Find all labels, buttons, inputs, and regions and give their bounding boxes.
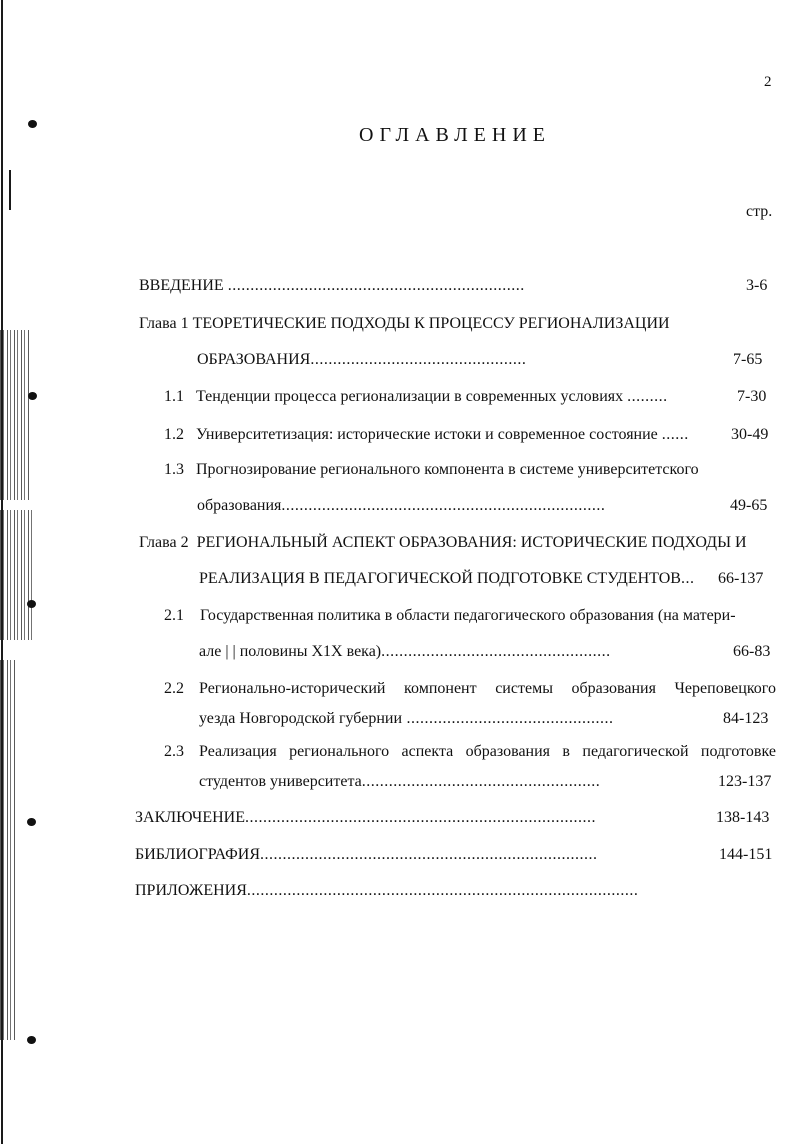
chapter-title-cont: РЕАЛИЗАЦИЯ В ПЕДАГОГИЧЕСКОЙ ПОДГОТОВКЕ СТУДЕНТОВ (199, 570, 681, 587)
section-title-word: образования (571, 680, 656, 697)
section-title-word: Череповецкого (674, 680, 776, 697)
chapter-title-cont: ОБРАЗОВАНИЯ (197, 351, 311, 368)
section-number: 2.1 (164, 607, 184, 624)
toc-section-2-2[interactable] (164, 679, 184, 699)
section-title-cont: студентов университета (199, 773, 362, 790)
section-number: 1.3 (164, 461, 184, 478)
section-title-word: педагогической (582, 743, 689, 760)
section-title-word: образования (465, 743, 551, 760)
toc-chapter-2-cont[interactable] (199, 569, 694, 589)
toc-section-2-3[interactable] (164, 742, 184, 762)
toc-section-1-1[interactable] (164, 387, 668, 407)
section-title-cont: уезда Новгородской губернии (199, 710, 403, 727)
toc-section-2-3-cont[interactable] (199, 772, 600, 792)
toc-entry-pages: 3-6 (746, 277, 768, 294)
chapter-label: Глава 2 (139, 534, 189, 551)
toc-entry-bibliography[interactable] (135, 845, 598, 865)
toc-entry-title: ПРИЛОЖЕНИЯ (135, 882, 247, 899)
punch-hole-mark (28, 392, 37, 400)
toc-entry-conclusion[interactable] (135, 808, 596, 828)
section-number: 2.2 (164, 680, 184, 697)
chapter-title: ТЕОРЕТИЧЕСКИЕ ПОДХОДЫ К ПРОЦЕССУ РЕГИОНАЛИЗАЦИИ (192, 315, 670, 332)
chapter-label: Глава 1 (139, 315, 189, 332)
toc-entry-pages: 66-83 (733, 643, 771, 660)
page-number: 2 (764, 74, 772, 90)
page-title: ОГЛАВЛЕНИЕ (359, 124, 551, 146)
toc-chapter-1[interactable] (139, 314, 670, 334)
section-title-word: Регионально-исторический (199, 680, 386, 697)
section-number: 1.1 (164, 388, 184, 405)
toc-entry-title: ЗАКЛЮЧЕНИЕ (135, 809, 245, 826)
scan-noise-strip (0, 510, 34, 640)
leader-dots: .................................................................. (227, 277, 525, 294)
leader-dots: ... (680, 570, 695, 587)
toc-section-2-2-cont[interactable] (199, 709, 614, 729)
toc-chapter-1-cont[interactable] (197, 350, 526, 370)
section-title-word: компонент (404, 680, 477, 697)
section-title-word: Реализация (199, 743, 277, 760)
section-title-cont: образования (197, 497, 282, 514)
toc-section-1-2[interactable] (164, 425, 689, 445)
toc-entry-pages: 30-49 (731, 426, 769, 443)
toc-section-2-2-title[interactable] (199, 679, 776, 699)
scan-edge-line-inner (9, 170, 11, 210)
toc-entry-pages: 7-30 (737, 388, 767, 405)
toc-entry-pages: 84-123 (723, 710, 769, 727)
toc-section-2-1-cont[interactable] (199, 642, 611, 662)
section-title-word: подготовке (700, 743, 776, 760)
section-number: 1.2 (164, 426, 184, 443)
punch-hole-mark (27, 818, 36, 826)
toc-entry-pages: 49-65 (730, 497, 768, 514)
toc-section-1-3-cont[interactable] (197, 496, 605, 516)
toc-entry-pages: 7-65 (733, 351, 763, 368)
toc-section-2-3-title[interactable] (199, 742, 776, 762)
section-title: Университетизация: исторические истоки и современное состояние (196, 426, 658, 443)
punch-hole-mark (27, 1036, 36, 1044)
section-title: Прогнозирование регионального компонента в системе университетского (196, 461, 699, 478)
section-title-word: аспекта (401, 743, 454, 760)
toc-entry-title: БИБЛИОГРАФИЯ (135, 846, 261, 863)
section-title-word: регионального (289, 743, 390, 760)
toc-entry-title: ВВЕДЕНИЕ (139, 277, 224, 294)
leader-dots: ........................................................................ (281, 497, 606, 514)
scan-noise-strip (0, 330, 30, 500)
toc-entry-pages: 123-137 (718, 773, 772, 790)
chapter-title: РЕГИОНАЛЬНЫЙ АСПЕКТ ОБРАЗОВАНИЯ: ИСТОРИЧЕСКИЕ ПОДХОДЫ И (196, 534, 747, 551)
toc-chapter-2[interactable] (139, 533, 747, 553)
page-column-label: стр. (746, 203, 773, 220)
leader-dots: ..................................................... (361, 773, 601, 790)
leader-dots: .............................................. (402, 710, 614, 727)
toc-entry-intro[interactable] (139, 276, 525, 296)
leader-dots: ................................................... (381, 643, 611, 660)
section-title-word: системы (495, 680, 553, 697)
scan-noise-strip (0, 660, 16, 1040)
toc-section-1-3[interactable] (164, 460, 699, 480)
section-title-word: в (562, 743, 570, 760)
toc-entry-pages: 144-151 (719, 846, 773, 863)
leader-dots: .............................................................................. (244, 809, 596, 826)
leader-dots: ......... (627, 388, 668, 405)
section-title: Тенденции процесса регионализации в современных условиях (196, 388, 624, 405)
section-title-cont: але | | половины Х1Х века) (199, 643, 382, 660)
punch-hole-mark (27, 600, 36, 608)
leader-dots: ...... (661, 426, 689, 443)
toc-entry-pages: 66-137 (718, 570, 764, 587)
toc-entry-pages: 138-143 (716, 809, 770, 826)
section-title: Государственная политика в области педагогического образования (на матери- (200, 607, 736, 624)
leader-dots: ........................................................................... (260, 846, 598, 863)
section-number: 2.3 (164, 743, 184, 760)
leader-dots: ................................................ (310, 351, 527, 368)
toc-entry-appendices[interactable] (135, 881, 638, 901)
toc-section-2-1[interactable] (164, 606, 736, 626)
leader-dots: ....................................................................................... (246, 882, 639, 899)
